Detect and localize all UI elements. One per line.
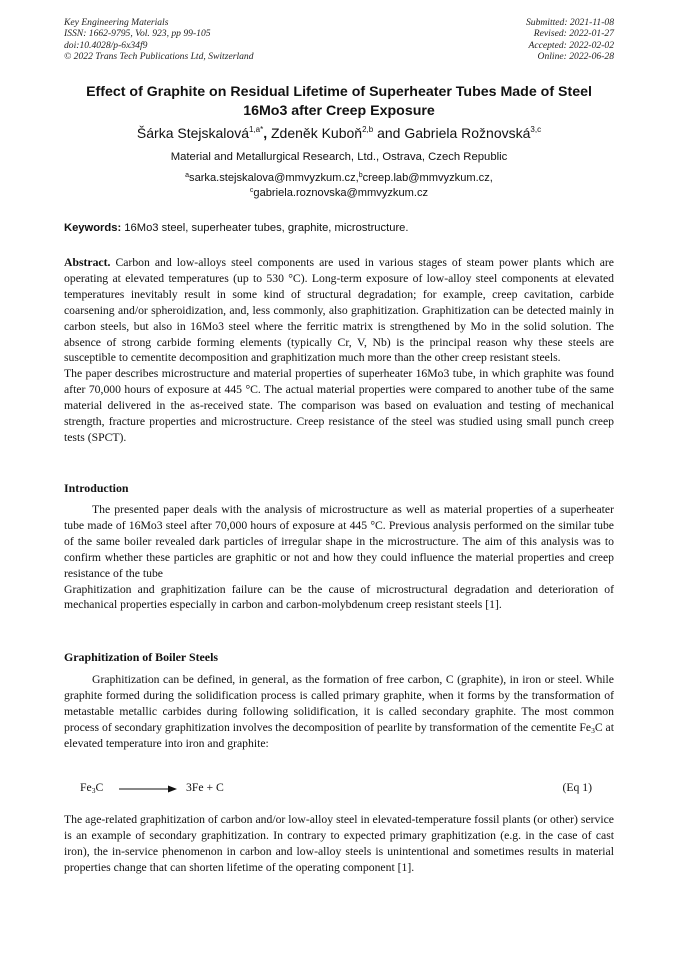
equation bbox=[64, 781, 614, 799]
subscript: 3 bbox=[591, 725, 595, 735]
author-emails bbox=[64, 171, 614, 200]
body-paragraph bbox=[64, 672, 614, 752]
reaction-arrow-icon bbox=[119, 783, 177, 795]
abstract bbox=[64, 255, 614, 446]
body-paragraph: Graphitization and graphitization failure can be the cause of microstructural degradation and deterioration of mechanical properties especially in carbon and carbon-molybdenum creep resistant steels [1]. bbox=[64, 582, 614, 612]
abstract-paragraph: The paper describes microstructure and material properties of superheater 16Mo3 tube, in which graphite was found after 70,000 hours of exposure at 445 °C. The actual material properties were compared to another tube of the same material delivered in the as-received state. The comparison was based on evaluation and testing of mechanical strength, fracture properties and microstructure. Creep resistance of the steel was studied using small punch creep tests (SPCT). bbox=[64, 367, 614, 444]
email-mark: a bbox=[185, 172, 190, 179]
date-submitted: Submitted: 2021-11-08 bbox=[525, 17, 614, 28]
graphitization-body-continued bbox=[64, 812, 614, 876]
author-affiliation-mark: 3,c bbox=[530, 125, 542, 134]
subscript: 3 bbox=[91, 786, 96, 795]
abstract-text: Carbon and low-alloys steel components are used in various stages of steam power plants which are operating at elevated temperatures (up to 530 °C). Long-term exposure of low-alloy steel components at elevated temperatures inevitably result in some kind of structural degradation; for example, creep cavitation, carbide coarsening and/or spheroidization, and, less commonly, also graphitization. Graphitization can be detected mainly in carbon steels, but also in 16Mo3 steel where the ferritic matrix is strengthened by Mo in the solid solution. The absence of strong carbide forming elements (typically Cr, V, Nb) is the principal reason why these steels are susceptible to cementite decomposition and graphitization much more than the other creep resistant steels. bbox=[64, 256, 614, 365]
email-address[interactable]: gabriela.roznovska@mmvyzkum.cz bbox=[253, 186, 429, 199]
author-name: Gabriela Rožnovská bbox=[404, 125, 531, 141]
graphitization-body bbox=[64, 672, 614, 752]
author-separator: and bbox=[373, 125, 405, 141]
journal-copyright: © 2022 Trans Tech Publications Ltd, Switzerland bbox=[64, 51, 254, 63]
journal-doi: doi:10.4028/p-6x34f9 bbox=[64, 39, 148, 51]
body-text: Graphitization can be defined, in general, as the formation of free carbon, C (graphite), in iron or steel. While graphite formed during the solidification process is called primary graphite, when it forms by the transformation of metastable metallic carbides during following solidification, it is called secondary graphite. The most common process of secondary graphitization involves the decomposition of pearlite by transformation of the cementite Fe bbox=[64, 673, 614, 734]
abstract-paragraph bbox=[64, 255, 614, 366]
body-paragraph: The presented paper deals with the analysis of microstructure as well as material properties of a superheater tube made of 16Mo3 steel after 70,000 hours of exposure at 445 °C. Previous analysis performed on the similar tube of the same boiler revealed dark particles of irregular shape in the microstructure. The aim of this analysis was to confirm whether these particles are graphitic or not and how they could influence the material properties and creep resistance of the tube bbox=[64, 503, 614, 580]
abstract-label: Abstract. bbox=[64, 256, 111, 269]
journal-info bbox=[64, 17, 254, 63]
journal-issn: ISSN: 1662-9795, Vol. 923, pp 99-105 bbox=[64, 28, 211, 40]
date-online: Online: 2022-06-28 bbox=[537, 51, 614, 63]
keywords bbox=[64, 221, 614, 235]
section-heading-graphitization: Graphitization of Boiler Steels bbox=[64, 650, 219, 664]
date-accepted: Accepted: 2022-02-02 bbox=[528, 39, 614, 51]
introduction-body bbox=[64, 502, 614, 613]
equation-term: Fe bbox=[80, 781, 92, 794]
email-address[interactable]: creep.lab@mmvyzkum.cz, bbox=[362, 172, 493, 184]
email-mark: c bbox=[249, 186, 254, 194]
author-affiliation-mark: 2,b bbox=[362, 125, 374, 134]
publication-dates bbox=[526, 17, 614, 63]
equation-number: (Eq 1) bbox=[562, 781, 592, 794]
author-separator: , bbox=[263, 125, 271, 141]
keywords-label: Keywords: bbox=[64, 222, 122, 234]
equation-rhs: 3Fe + C bbox=[186, 781, 224, 794]
body-paragraph: The age-related graphitization of carbon and/or low-alloy steel in elevated-temperature fossil plants (or other) service is an example of secondary graphitization. In contrary to expected primary graphitization (e.g. in the case of cast iron), the in-service phenomenon in carbon and low-alloy steels is unintentional and sometimes results in material properties change that can shorten lifetime of the operating component [1]. bbox=[64, 813, 614, 874]
author-name: Zdeněk Kuboň bbox=[271, 125, 363, 141]
email-mark: b bbox=[358, 172, 363, 179]
author-list bbox=[64, 124, 614, 142]
body-text: C at elevated temperature into iron and graphite: bbox=[64, 720, 614, 750]
equation-lhs bbox=[80, 781, 103, 794]
paper-title: Effect of Graphite on Residual Lifetime of Superheater Tubes Made of Steel 16Mo3 after Creep Exposure bbox=[86, 84, 592, 119]
date-revised: Revised: 2022-01-27 bbox=[533, 28, 614, 40]
section-heading-introduction: Introduction bbox=[64, 481, 129, 495]
email-address[interactable]: sarka.stejskalova@mmvyzkum.cz, bbox=[189, 172, 359, 184]
author-name: Šárka Stejskalová bbox=[136, 125, 249, 141]
keywords-text: 16Mo3 steel, superheater tubes, graphite, microstructure. bbox=[121, 222, 409, 234]
affiliation: Material and Metallurgical Research, Ltd., Ostrava, Czech Republic bbox=[170, 151, 508, 163]
equation-term: C bbox=[95, 781, 104, 794]
journal-name: Key Engineering Materials bbox=[64, 17, 169, 28]
author-affiliation-mark: 1,a* bbox=[248, 125, 264, 134]
